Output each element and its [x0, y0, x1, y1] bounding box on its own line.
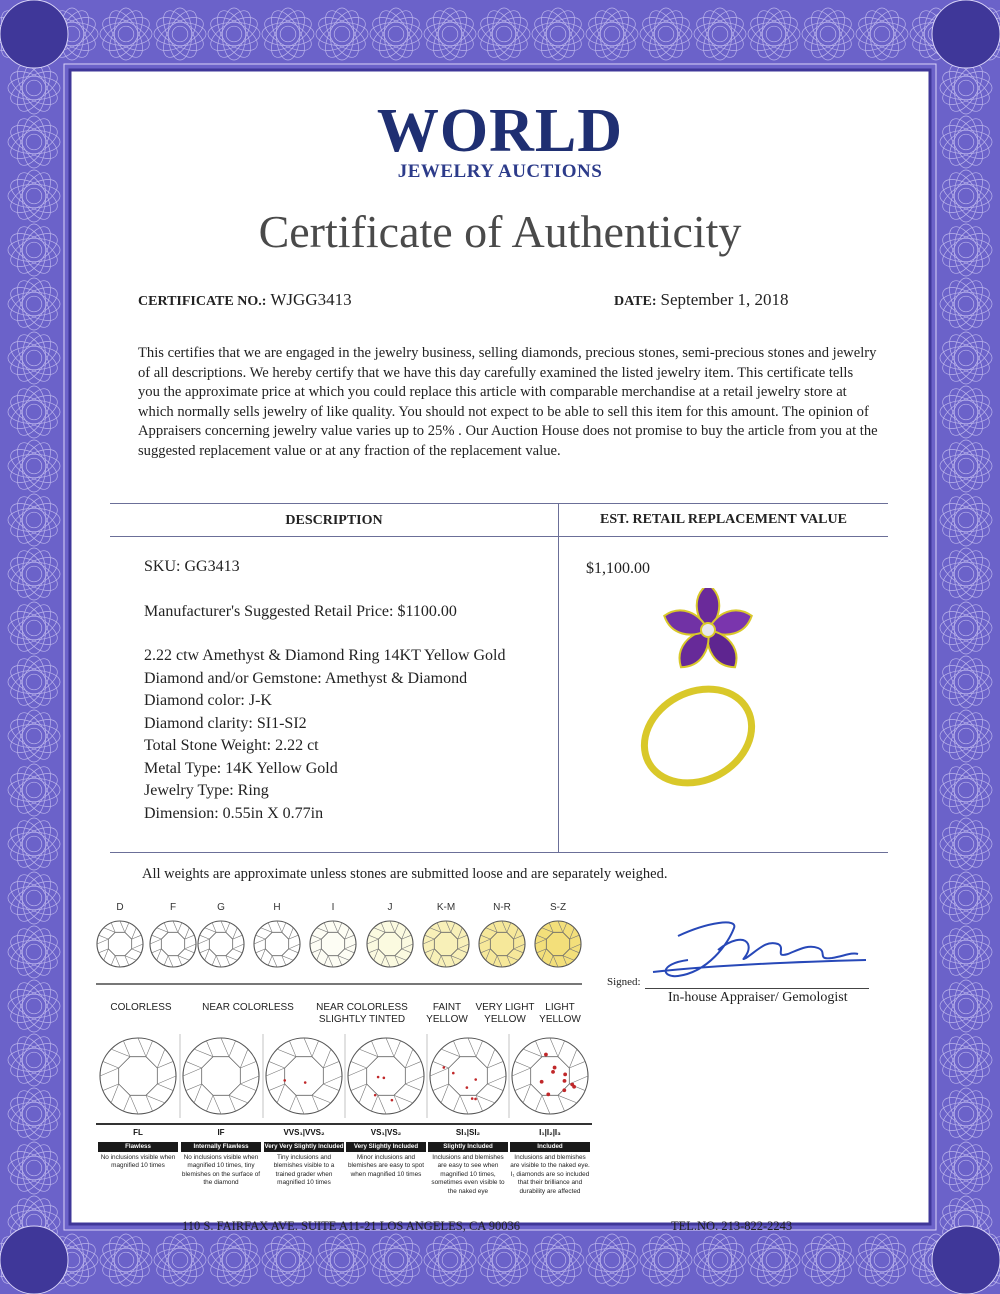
intro-paragraph: This certifies that we are engaged in the jewelry business, selling diamonds, precious stones, semi-precious stones and jewelry of all descriptions. We hereby certify that we have this day carefully examined the listed jewelry item. This certificate tells you the approximate price at which you could replace this article with comparable merchandise at a retail jewelry store at which normally sells jewelry of like quality. You should not expect to be able to sell this item for this amount. The opinion of Appraisers concerning jewelry value varies up to 25% . Our Auction House does not promise to buy the article from you at the suggested replacement value or at any fraction of the replacement value. — [138, 345, 878, 459]
clarity-description: Minor inclusions and blemishes are easy to spot when magnified 10 times — [347, 1154, 425, 1178]
value-header: EST. RETAIL REPLACEMENT VALUE — [600, 512, 847, 527]
color-grade-gem — [198, 921, 244, 967]
color-group-label: NEAR COLORLESS SLIGHTLY TINTED — [316, 1002, 408, 1025]
clarity-description: Tiny inclusions and blemishes visible to a trained grader when magnified 10 times — [273, 1154, 335, 1187]
sku-line: SKU: GG3413 — [144, 558, 240, 575]
color-grade-letter: I — [331, 902, 335, 913]
msrp-line: Manufacturer's Suggested Retail Price: $1100.00 — [144, 602, 457, 620]
clarity-description: Inclusions and blemishes are easy to see when magnified 10 times, sometimes even visible to the naked eye — [431, 1154, 505, 1195]
detail-line: Dimension: 0.55in X 0.77in — [144, 804, 324, 822]
color-grade-letter: H — [273, 902, 281, 913]
signature-line — [645, 988, 869, 989]
detail-line: Metal Type: 14K Yellow Gold — [144, 759, 338, 777]
color-grade-gem — [535, 921, 581, 967]
color-grade-gem — [97, 921, 143, 967]
color-group-label: VERY LIGHT YELLOW — [475, 1002, 535, 1025]
clarity-grade: I₁|I₂|I₃ — [539, 1128, 561, 1137]
clarity-gem — [512, 1038, 588, 1114]
color-grade-gem — [150, 921, 196, 967]
clarity-description: No inclusions visible when magnified 10 times, tiny blemishes on the surface of the diamond — [181, 1154, 261, 1187]
clarity-gem — [100, 1038, 176, 1114]
color-group-label: FAINT YELLOW — [426, 1002, 468, 1025]
color-grade-letter: G — [217, 902, 225, 913]
signature-image — [648, 914, 868, 984]
signed-label: Signed: — [607, 976, 641, 988]
footer-phone: TEL.NO. 213-822-2243 — [671, 1219, 793, 1233]
clarity-grade: FL — [133, 1128, 143, 1137]
clarity-gem — [183, 1038, 259, 1114]
logo-main-text: WORLD — [376, 97, 624, 165]
clarity-grade-name: Very Very Slightly Included — [264, 1143, 344, 1150]
detail-line: Diamond and/or Gemstone: Amethyst & Diamond — [144, 669, 468, 687]
clarity-grade: SI₁|SI₂ — [455, 1128, 481, 1137]
color-grade-letter: S-Z — [549, 902, 567, 913]
color-grade-letter: J — [387, 902, 393, 913]
certificate-body — [72, 72, 928, 1233]
detail-line: 2.22 ctw Amethyst & Diamond Ring 14KT Yellow Gold — [144, 647, 506, 664]
detail-line: Total Stone Weight: 2.22 ct — [144, 737, 319, 754]
weights-note: All weights are approximate unless stones are submitted loose and are separately weighed. — [142, 866, 668, 882]
logo-sub-text: JEWELRY AUCTIONS — [397, 161, 603, 182]
color-grade-gem — [367, 921, 413, 967]
color-grade-letter: N-R — [493, 902, 511, 913]
clarity-gem — [348, 1038, 424, 1114]
detail-line: Diamond clarity: SI1-SI2 — [144, 714, 307, 732]
color-grade-letter: D — [116, 902, 124, 913]
appraiser-title: In-house Appraiser/ Gemologist — [668, 990, 848, 1005]
color-grade-gem — [423, 921, 469, 967]
clarity-description: No inclusions visible when magnified 10 times — [100, 1154, 176, 1170]
detail-line: Diamond color: J-K — [144, 692, 272, 709]
clarity-grade: VS₁|VS₂ — [370, 1128, 402, 1137]
clarity-grade-name: Very Slightly Included — [346, 1142, 426, 1152]
replacement-value: $1,100.00 — [586, 560, 650, 577]
color-grade-gem — [254, 921, 300, 967]
clarity-grade-name: Flawless — [98, 1142, 178, 1152]
color-group-label: NEAR COLORLESS — [202, 1002, 294, 1013]
certificate-number-label: CERTIFICATE NO.: — [138, 294, 267, 309]
clarity-grade-name: Slightly Included — [428, 1142, 508, 1152]
clarity-grade-name: Internally Flawless — [181, 1142, 261, 1152]
description-header: DESCRIPTION — [285, 513, 383, 528]
color-grade-letter: F — [169, 902, 177, 913]
footer-address: 110 S. FAIRFAX AVE. SUITE A11-21 LOS ANGELES, CA 90036 — [182, 1219, 520, 1233]
color-grade-gem — [479, 921, 525, 967]
page-title: Certificate of Authenticity — [258, 206, 742, 257]
clarity-gem — [430, 1038, 506, 1114]
date-label: DATE: — [614, 294, 657, 309]
clarity-grade: VVS₁|VVS₂ — [283, 1128, 325, 1137]
clarity-grade-name: Included — [510, 1142, 590, 1152]
date-value: September 1, 2018 — [660, 290, 789, 309]
grading-graphics — [72, 72, 928, 1222]
color-grade-letter: K-M — [436, 902, 456, 913]
color-group-label: COLORLESS — [110, 1002, 172, 1013]
certificate-number: WJGG3413 — [270, 290, 352, 309]
clarity-grade: IF — [217, 1128, 225, 1137]
clarity-description: Inclusions and blemishes are visible to the naked eye. I₁ diamonds are so included that their brilliance and durability are affected — [510, 1154, 590, 1195]
clarity-gem — [266, 1038, 342, 1114]
color-grade-gem — [310, 921, 356, 967]
detail-line: Jewelry Type: Ring — [144, 782, 269, 799]
color-group-label: LIGHT YELLOW — [539, 1002, 581, 1025]
